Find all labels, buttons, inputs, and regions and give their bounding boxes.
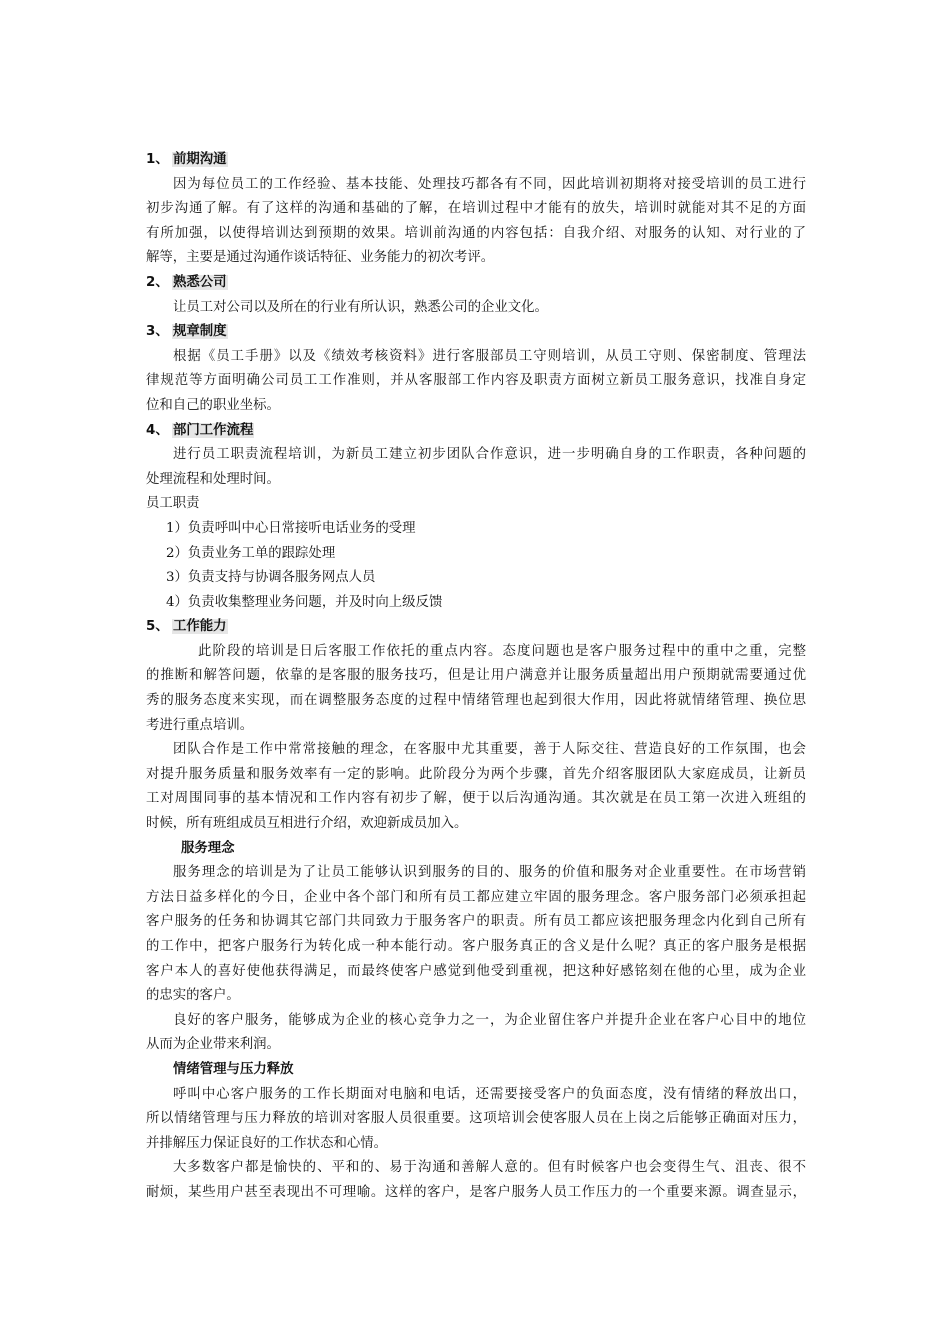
paragraph-line: 解等，主要是通过沟通作谈话特征、业务能力的初次考评。 (146, 250, 495, 266)
paragraph-line: 大多数客户都是愉快的、平和的、易于沟通和善解人意的。但有时候客户也会变得生气、沮丧、很不 (173, 1160, 806, 1176)
paragraph-line: 的忠实的客户。 (146, 988, 240, 1004)
paragraph-line: 考进行重点培训。 (146, 717, 254, 733)
paragraph-line: 对提升服务质量和服务效率有一定的影响。此阶段分为两个步骤，首先介绍客服团队大家庭成员，让新员 (146, 766, 806, 782)
duties-title: 员工职责 (146, 496, 200, 512)
section-title: 前期沟通 (173, 152, 227, 167)
paragraph-line: 呼叫中心客户服务的工作长期面对电脑和电话，还需要接受客户的负面态度，没有情绪的释放出口， (173, 1086, 806, 1102)
list-item: 1）负责呼叫中心日常接听电话业务的受理 (166, 520, 416, 536)
paragraph-line: 工对周围同事的基本情况和工作内容有初步了解，便于以后沟通沟通。其次就是在员工第一次进入班组的 (146, 791, 806, 807)
paragraph-line: 耐烦，某些用户甚至表现出不可理喻。这样的客户，是客户服务人员工作压力的一个重要来源。调查显示， (146, 1184, 806, 1200)
paragraph-line: 时候，所有班组成员互相进行介绍，欢迎新成员加入。 (146, 816, 468, 832)
paragraph-line: 方法日益多样化的今日，企业中各个部门和所有员工都应建立牢固的服务理念。客户服务部门必须承担起 (146, 889, 806, 905)
paragraph-line: 秀的服务态度来实现，而在调整服务态度的过程中情绪管理也起到很大作用，因此将就情绪管理、换位思 (146, 693, 806, 709)
list-item: 3）负责支持与协调各服务网点人员 (166, 570, 376, 586)
paragraph-line: 进行员工职责流程培训，为新员工建立初步团队合作意识，进一步明确自身的工作职责，各种问题的 (173, 447, 806, 463)
section-title: 规章制度 (173, 324, 227, 340)
section-heading: 1、 前期沟通 (146, 152, 227, 167)
paragraph-line: 根据《员工手册》以及《绩效考核资料》进行客服部员工守则培训，从员工守则、保密制度、管理法 (173, 348, 806, 364)
paragraph-line: 让员工对公司以及所在的行业有所认识，熟悉公司的企业文化。 (173, 299, 548, 315)
subsection-heading: 服务理念 (181, 840, 235, 856)
paragraph-line: 初步沟通了解。有了这样的沟通和基础的了解，在培训过程中才能有的放失，培训时就能对其不足的方面 (146, 201, 806, 217)
section-heading: 3、 规章制度 (146, 324, 227, 340)
paragraph-line: 的工作中，把客户服务行为转化成一种本能行动。客户服务真正的含义是什么呢？真正的客户服务是根据 (146, 939, 806, 954)
paragraph-line: 团队合作是工作中常常接触的理念，在客服中尤其重要，善于人际交往、营造良好的工作氛围，也会 (173, 742, 806, 758)
paragraph-line: 律规范等方面明确公司员工工作准则，并从客服部工作内容及职责方面树立新员工服务意识，找准自身定 (146, 373, 806, 389)
paragraph-line: 并排解压力保证良好的工作状态和心情。 (146, 1135, 388, 1151)
list-item: 2）负责业务工单的跟踪处理 (166, 545, 336, 561)
paragraph-line: 服务理念的培训是为了让员工能够认识到服务的目的、服务的价值和服务对企业重要性。在市场营销 (173, 865, 806, 881)
paragraph-line: 客户本人的喜好使他获得满足，而最终使客户感觉到他受到重视，把这种好感铭刻在他的心里，成为企业 (146, 963, 806, 979)
section-heading: 5、 工作能力 (146, 619, 227, 635)
subsection-heading: 情绪管理与压力释放 (173, 1061, 294, 1077)
section-heading: 2、 熟悉公司 (146, 274, 227, 290)
section-title: 熟悉公司 (173, 274, 227, 290)
paragraph-line: 客户服务的任务和协调其它部门共同致力于服务客户的职责。所有员工都应该把服务理念内化到自己所有 (146, 914, 806, 930)
paragraph-line: 从而为企业带来利润。 (146, 1037, 280, 1053)
paragraph-line: 的推断和解答问题，依靠的是客服的服务技巧，但是让用户满意并让服务质量超出用户预期就需要通过优 (146, 668, 806, 684)
list-item: 4）负责收集整理业务问题，并及时向上级反馈 (166, 594, 443, 610)
section-title: 工作能力 (173, 619, 227, 635)
section-title: 部门工作流程 (173, 422, 254, 438)
paragraph-line: 因为每位员工的工作经验、基本技能、处理技巧都各有不同，因此培训初期将对接受培训的员工进行 (173, 176, 806, 192)
paragraph-line: 有所加强，以使得培训达到预期的效果。培训前沟通的内容包括：自我介绍、对服务的认知、对行业的了 (146, 225, 806, 241)
paragraph-line: 处理流程和处理时间。 (146, 471, 280, 487)
paragraph-line: 此阶段的培训是日后客服工作依托的重点内容。态度问题也是客户服务过程中的重中之重，完整 (198, 643, 806, 659)
paragraph-line: 位和自己的职业坐标。 (146, 397, 280, 413)
document-page (146, 148, 806, 1206)
paragraph-line: 所以情绪管理与压力释放的培训对客服人员很重要。这项培训会使客服人员在上岗之后能够正确面对压力， (146, 1111, 806, 1127)
paragraph-line: 良好的客户服务，能够成为企业的核心竞争力之一，为企业留住客户并提升企业在客户心目中的地位 (173, 1012, 806, 1028)
section-heading: 4、 部门工作流程 (146, 422, 254, 438)
